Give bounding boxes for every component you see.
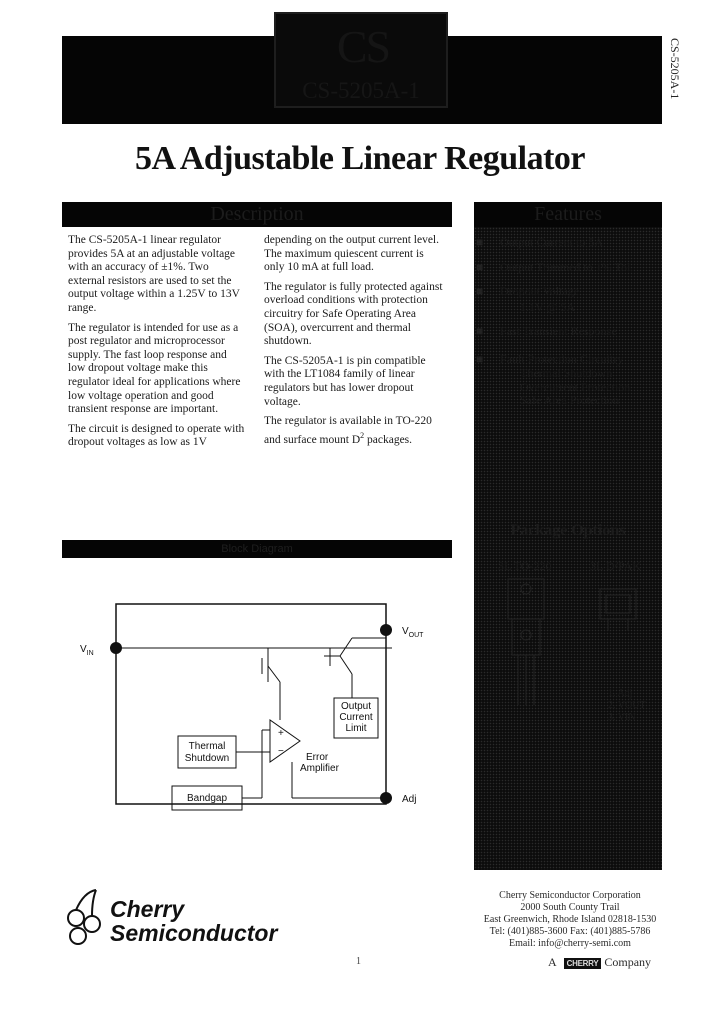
to220-package-icon	[508, 579, 544, 705]
features-heading: Features	[474, 202, 662, 227]
description-paragraph: The CS-5205A-1 linear regulator provides 5A at an adjustable voltage with an accuracy of ±1%. Two external resistors are used to set the output voltage within a 1.25V to 13V range.	[68, 234, 240, 314]
error-amp-label: Error	[306, 752, 329, 763]
description-column-2	[264, 234, 446, 453]
block-diagram	[62, 590, 462, 830]
bullet-icon: ■	[476, 259, 484, 274]
adj-pin	[380, 792, 392, 804]
parent-company-line: A CHERRY Company	[548, 955, 652, 969]
description-column-1	[68, 234, 246, 456]
page-title: 5A Adjustable Linear Regulator	[134, 140, 585, 177]
description-heading: Description	[62, 202, 452, 227]
description-paragraph: The regulator is available in TO-220 and surface mount $D^2$ packages.	[264, 415, 432, 446]
package-d2pak-label: 3L D²PAK	[590, 559, 642, 573]
vout-label: $V_{OUT}$	[402, 626, 424, 639]
feature-item: ■ Fault Protection Circuitry	[476, 351, 624, 366]
feature-item: ■ Fast Transient Response	[476, 324, 617, 338]
svg-text:Output: Output	[340, 701, 372, 712]
svg-text:+: +	[278, 728, 284, 739]
brand-name-line1: Cherry	[110, 896, 185, 922]
page-number: 1	[356, 956, 361, 967]
svg-text:Current: Current	[339, 712, 373, 723]
vout-pin	[380, 624, 392, 636]
svg-text:Thermal: Thermal	[188, 741, 226, 752]
bullet-icon: ■	[476, 284, 484, 298]
company-logo: CS	[336, 21, 390, 72]
svg-text:−: −	[278, 746, 284, 757]
logo-box	[274, 12, 448, 108]
svg-text:Bandgap: Bandgap	[186, 793, 228, 804]
company-address: Cherry Semiconductor Corporation 2000 South County Trail East Greenwich, Rhode Island 02818-1530 Tel: (401)885-3600 Fax: (401)885-5786 Email: info@cherry-semi.com	[483, 890, 657, 949]
cherry-brand-badge: CHERRY	[564, 958, 602, 969]
d2pak-package-icon	[600, 589, 636, 631]
block-diagram-heading: Block Diagram	[62, 540, 452, 558]
adj-label: Adj	[402, 794, 417, 805]
package-options-heading: Package Options	[510, 522, 626, 539]
vin-pin	[110, 642, 122, 654]
description-paragraph: The circuit is designed to operate with dropout voltages as low as 1V	[68, 422, 245, 449]
pin-label: 3. VIN	[608, 712, 636, 723]
feature-subitem: Thermal Shutdown	[520, 366, 613, 380]
part-number: CS-5205A-1	[302, 78, 420, 103]
description-paragraph: The regulator is intended for use as a post regulator and microprocessor supply. The fast loop response and low dropout voltage make this regulator ideal for applications where low voltage operation and good transient response are important.	[68, 321, 241, 416]
feature-subitem: Safe Area Protection	[520, 393, 620, 407]
package-to220-label: 3L TO-220	[498, 559, 552, 573]
error-amp-label: Amplifier	[300, 763, 339, 774]
side-part-number: CS-5205A-1	[668, 38, 682, 100]
error-amplifier-icon	[270, 720, 300, 762]
svg-text:Shutdown: Shutdown	[184, 753, 230, 764]
feature-subitem: Overcurrent Protection	[520, 379, 631, 394]
brand-name-line2: Semiconductor	[110, 920, 278, 946]
feature-item: ■ Dropout Voltage	[476, 284, 580, 298]
features-list	[476, 236, 660, 408]
cherry-logo-icon	[62, 888, 108, 948]
vin-label: $V_{IN}$	[80, 644, 94, 657]
pin-label: 2. VOUT	[608, 700, 646, 711]
feature-subitem: 1.1V @ 5A	[520, 299, 576, 314]
pin-label: 1. Adj	[608, 688, 633, 699]
bullet-icon: ■	[476, 324, 484, 338]
description-paragraph: The CS-5205A-1 is pin compatible with the LT1084 family of linear regulators but has lower dropout voltage.	[264, 354, 426, 408]
svg-text:Limit: Limit	[345, 723, 367, 734]
feature-item: ■ Output Current to 5A	[476, 235, 603, 249]
feature-item: ■ Output Trimmed to 1% Tol.	[476, 259, 634, 274]
package-pin-list	[608, 688, 646, 724]
bullet-icon: ■	[476, 235, 484, 249]
description-paragraph: depending on the output current level. The maximum quiescent current is only 10 mA at full load.	[264, 234, 440, 274]
bullet-icon: ■	[476, 351, 484, 366]
description-paragraph: The regulator is fully protected against overload conditions with protection circuitry for Safe Operating Area (SOA), overcurrent and thermal shutdown.	[264, 280, 443, 348]
